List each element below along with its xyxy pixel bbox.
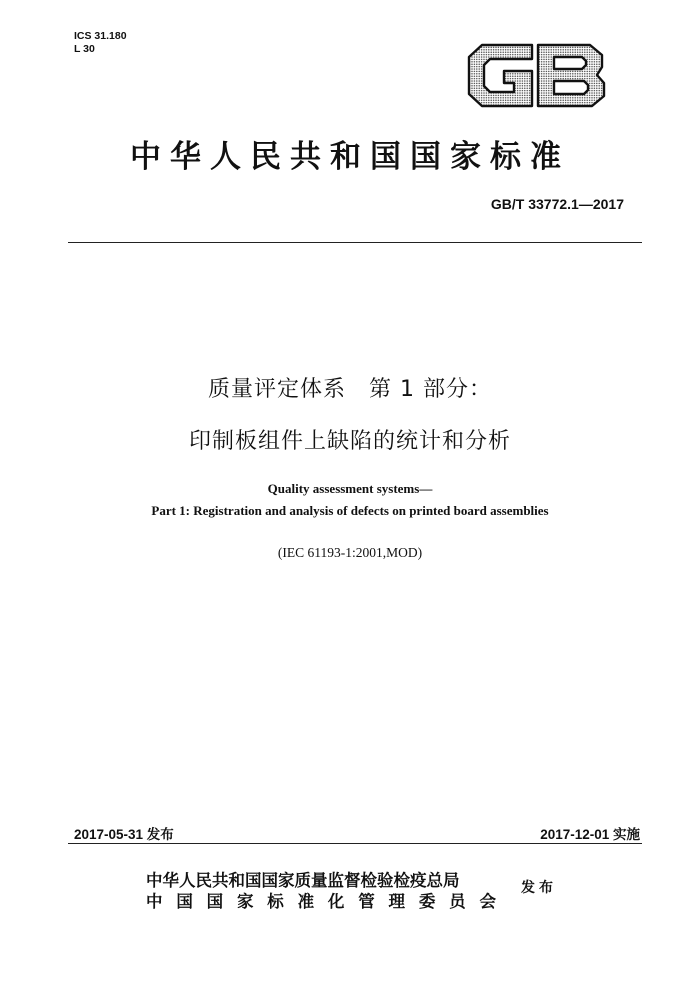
title-en-line-2: Part 1: Registration and analysis of defects on printed board assemblies [151,503,549,518]
gb-logo [466,39,609,112]
title-cn-line-2: 印制板组件上缺陷的统计和分析 [188,429,511,454]
iec-reference: (IEC 61193-1:2001,MOD) [277,545,423,560]
title-cn-line-1: 质量评定体系 第 1 部分： [208,377,492,402]
bottom-divider [68,843,642,844]
standard-number: GB/T 33772.1—2017 [490,196,624,212]
category-code: L 30 [74,43,95,55]
issue-date: 2017-05-31 发布 [74,827,174,842]
ics-code: ICS 31.180 [74,30,127,42]
implement-date: 2017-12-01 实施 [540,827,640,842]
title-en-line-1: Quality assessment systems— [267,481,433,496]
ics-code-block [74,30,127,56]
top-divider [68,242,642,243]
organization-title: 中华人民共和国国家标准 [130,139,570,175]
issuer-sac: 中国国家标准化管理委员会 [146,892,496,911]
issue-label: 发布 [521,880,557,896]
issuer-aqsiq: 中华人民共和国国家质量监督检验检疫总局 [146,871,460,890]
